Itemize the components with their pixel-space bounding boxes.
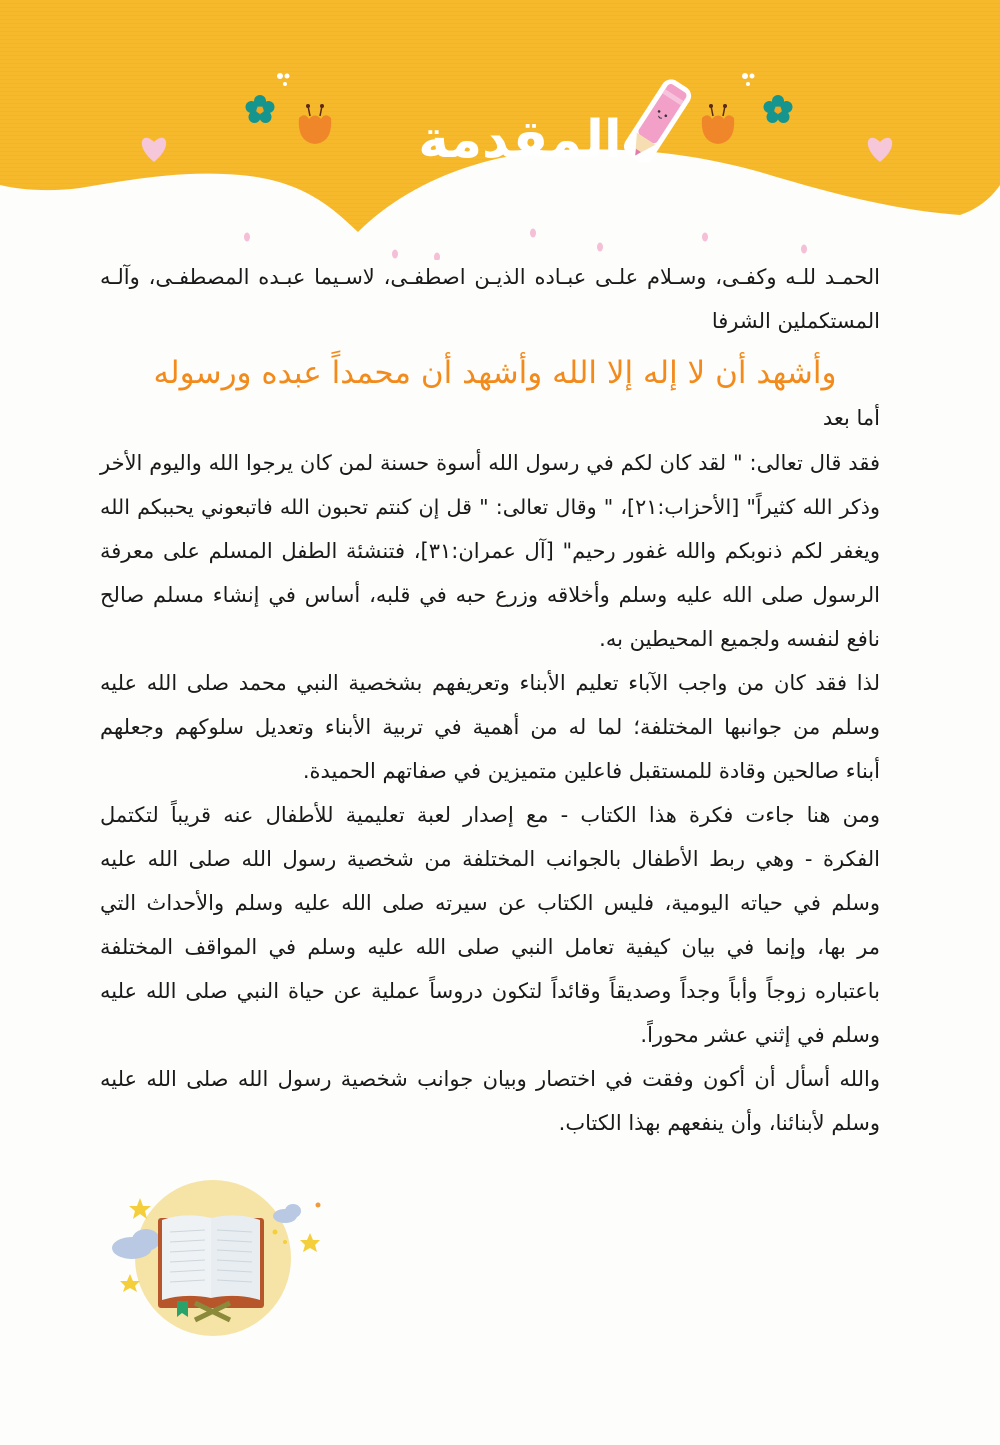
paragraph-line: وذكر الله كثيراً" [الأحزاب:٢١]، " وقال تعالى: " قل إن كنتم تحبون الله فاتبعوني يحببكم الله [100, 495, 880, 519]
paragraph-line: مر بها، وإنما في بيان كيفية تعامل النبي صلى الله عليه وسلم في المواقف المختلفة [100, 935, 880, 959]
amma-baad: أما بعد [822, 406, 880, 430]
paragraph-line: وسلم في إثني عشر محوراً. [640, 1023, 880, 1047]
intro-line: المستكملين الشرفا [711, 309, 880, 333]
paragraph [100, 441, 880, 661]
paragraph-line: أبناء صالحين وقادة للمستقبل فاعلين متميزين في صفاتهم الحميدة. [302, 759, 880, 783]
paragraph-line: فقد قال تعالى: " لقد كان لكم في رسول الله أسوة حسنة لمن كان يرجوا الله واليوم الأخر [100, 451, 880, 475]
paragraph-line: ويغفر لكم ذنوبكم والله غفور رحيم" [آل عمران:٣١]، فتنشئة الطفل المسلم على معرفة [100, 539, 880, 563]
intro-text [100, 255, 880, 1145]
paragraph [100, 1057, 880, 1145]
open-book-illustration [110, 1170, 350, 1370]
paragraph-line: ومن هنا جاءت فكرة هذا الكتاب - مع إصدار لعبة تعليمية للأطفال عنه قريباً لتكتمل [100, 803, 880, 827]
paragraph-line: وسلم في حياته اليومية، فليس الكتاب عن سيرته صلى الله عليه وسلم والأحداث التي [100, 891, 880, 915]
paragraph [100, 793, 880, 1057]
paragraph-line: لذا فقد كان من واجب الآباء تعليم الأبناء وتعريفهم بشخصية النبي محمد صلى الله عليه [100, 671, 880, 695]
paragraph-line: والله أسأل أن أكون وفقت في اختصار وبيان جوانب شخصية رسول الله صلى الله عليه [100, 1067, 880, 1091]
paragraph [100, 661, 880, 793]
paragraph-line: وسلم لأبنائنا، وأن ينفعهم بهذا الكتاب. [558, 1111, 880, 1135]
shahada-heading: وأشهد أن لا إله إلا الله وأشهد أن محمداً عبده ورسوله [153, 355, 837, 391]
page-title: المقدمة [418, 110, 622, 170]
paragraph-line: الفكرة - وهي ربط الأطفال بالجوانب المختلفة من شخصية رسول الله صلى الله عليه [100, 847, 880, 871]
intro-line: الحمـد للـه وكفـى، وسـلام علـى عبـاده الذيـن اصطفـى، لاسـيما عبـده المصطفـى، وآلـه [100, 265, 880, 289]
paragraph-line: الرسول صلى الله عليه وسلم وأخلاقه وزرع حبه في قلبه، أساس في إنشاء مسلم صالح [100, 583, 880, 607]
book-icon [158, 1215, 264, 1320]
paragraph-line: وسلم من جوانبها المختلفة؛ لما له من أهمية في تربية الأبناء وتعديل سلوكهم وجعلهم [100, 715, 880, 739]
paragraph-line: نافع لنفسه ولجميع المحيطين به. [599, 627, 880, 651]
paragraph-line: باعتباره زوجاً وأباً وجداً وصديقاً وقائداً لتكون دروساً عملية عن حياة النبي صلى الله عليه [100, 979, 880, 1003]
